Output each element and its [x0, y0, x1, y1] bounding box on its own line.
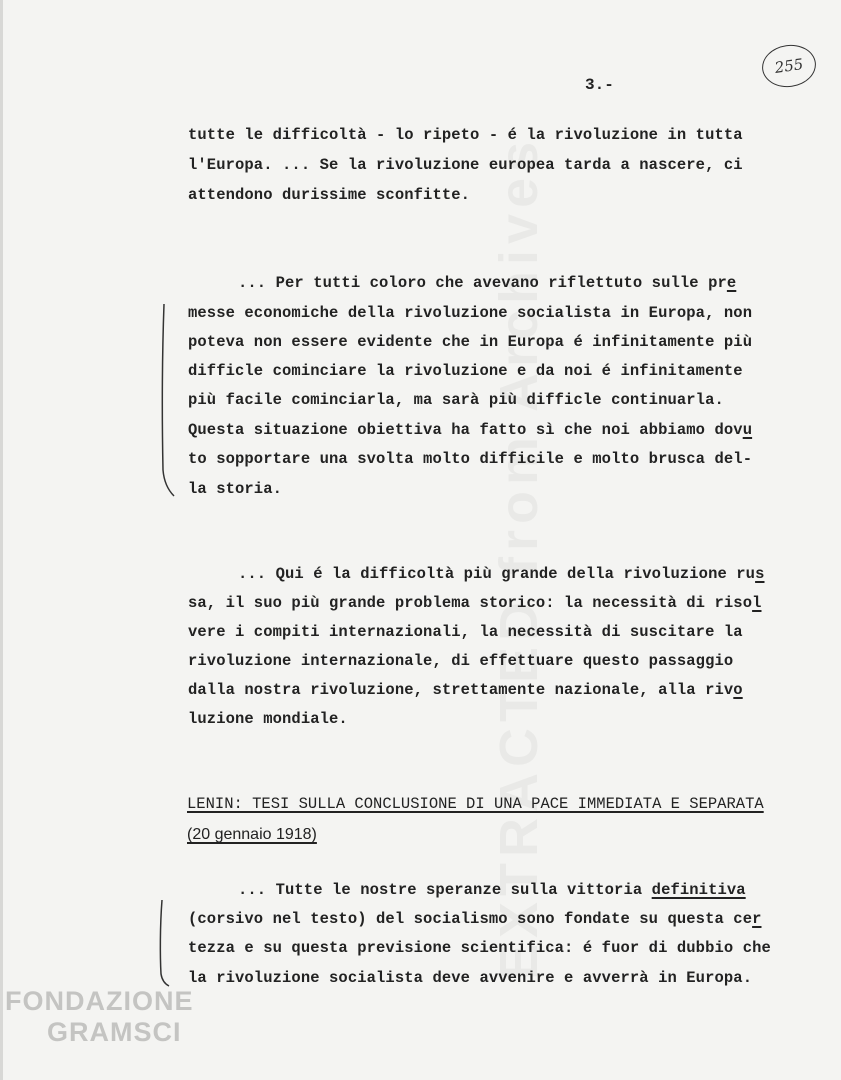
text-line: to sopportare una svolta molto difficile e molto brusca del- [188, 450, 753, 468]
text-line: l'Europa. ... Se la rivoluzione europea tarda a nascere, ci [188, 156, 743, 174]
text-line: dalla nostra rivoluzione, strettamente nazionale, alla rivo [188, 681, 743, 699]
text-line: la storia. [188, 480, 283, 498]
archive-stamp-number: 255 [759, 41, 818, 90]
text-line: ... Tutte le nostre speranze sulla vittoria definitiva [238, 881, 746, 899]
underlined-syllable: l [752, 594, 762, 612]
text-line: messe economiche della rivoluzione socialista in Europa, non [188, 304, 753, 322]
underlined-word: definitiva [651, 881, 746, 899]
text-line: luzione mondiale. [188, 710, 348, 728]
text-line: difficle cominciare la rivoluzione e da noi é infinitamente [188, 362, 743, 380]
underlined-syllable: u [742, 421, 753, 439]
text-line: poteva non essere evidente che in Europa é infinitamente più [188, 333, 753, 351]
text-line: tutte le difficoltà - lo ripeto - é la rivoluzione in tutta [188, 126, 743, 144]
margin-bracket-mark [150, 300, 180, 500]
text-line: ... Per tutti coloro che avevano riflettuto sulle pre [238, 274, 737, 292]
section-heading: LENIN: TESI SULLA CONCLUSIONE DI UNA PACE IMMEDIATA E SEPARATA [187, 795, 764, 813]
margin-bracket-mark [152, 896, 176, 990]
page-number: 3.- [585, 76, 614, 94]
text-line: più facile cominciarla, ma sarà più difficle continuarla. [188, 391, 724, 409]
text-line: Questa situazione obiettiva ha fatto sì che noi abbiamo dovu [188, 421, 753, 439]
text-line: vere i compiti internazionali, la necessità di suscitare la [188, 623, 743, 641]
section-heading-date: (20 gennaio 1918) [187, 826, 317, 843]
text-line: sa, il suo più grande problema storico: la necessità di risol [188, 594, 762, 612]
text-line: rivoluzione internazionale, di effettuare questo passaggio [188, 652, 734, 670]
underlined-syllable: r [752, 910, 762, 928]
text-line: tezza e su questa previsione scientifica: é fuor di dubbio che [188, 939, 771, 957]
text-line: attendono durissime sconfitte. [188, 186, 471, 204]
scan-edge [0, 0, 3, 1080]
text-line: (corsivo nel testo) del socialismo sono fondate su questa cer [188, 910, 762, 928]
text-line: ... Qui é la difficoltà più grande della rivoluzione rus [238, 565, 765, 583]
underlined-syllable: e [726, 274, 737, 292]
text-line: la rivoluzione socialista deve avvenire e avverrà in Europa. [188, 969, 753, 987]
underlined-syllable: o [733, 681, 743, 699]
foundation-logo: FONDAZIONE GRAMSCI [5, 986, 194, 1047]
underlined-syllable: s [755, 565, 765, 583]
